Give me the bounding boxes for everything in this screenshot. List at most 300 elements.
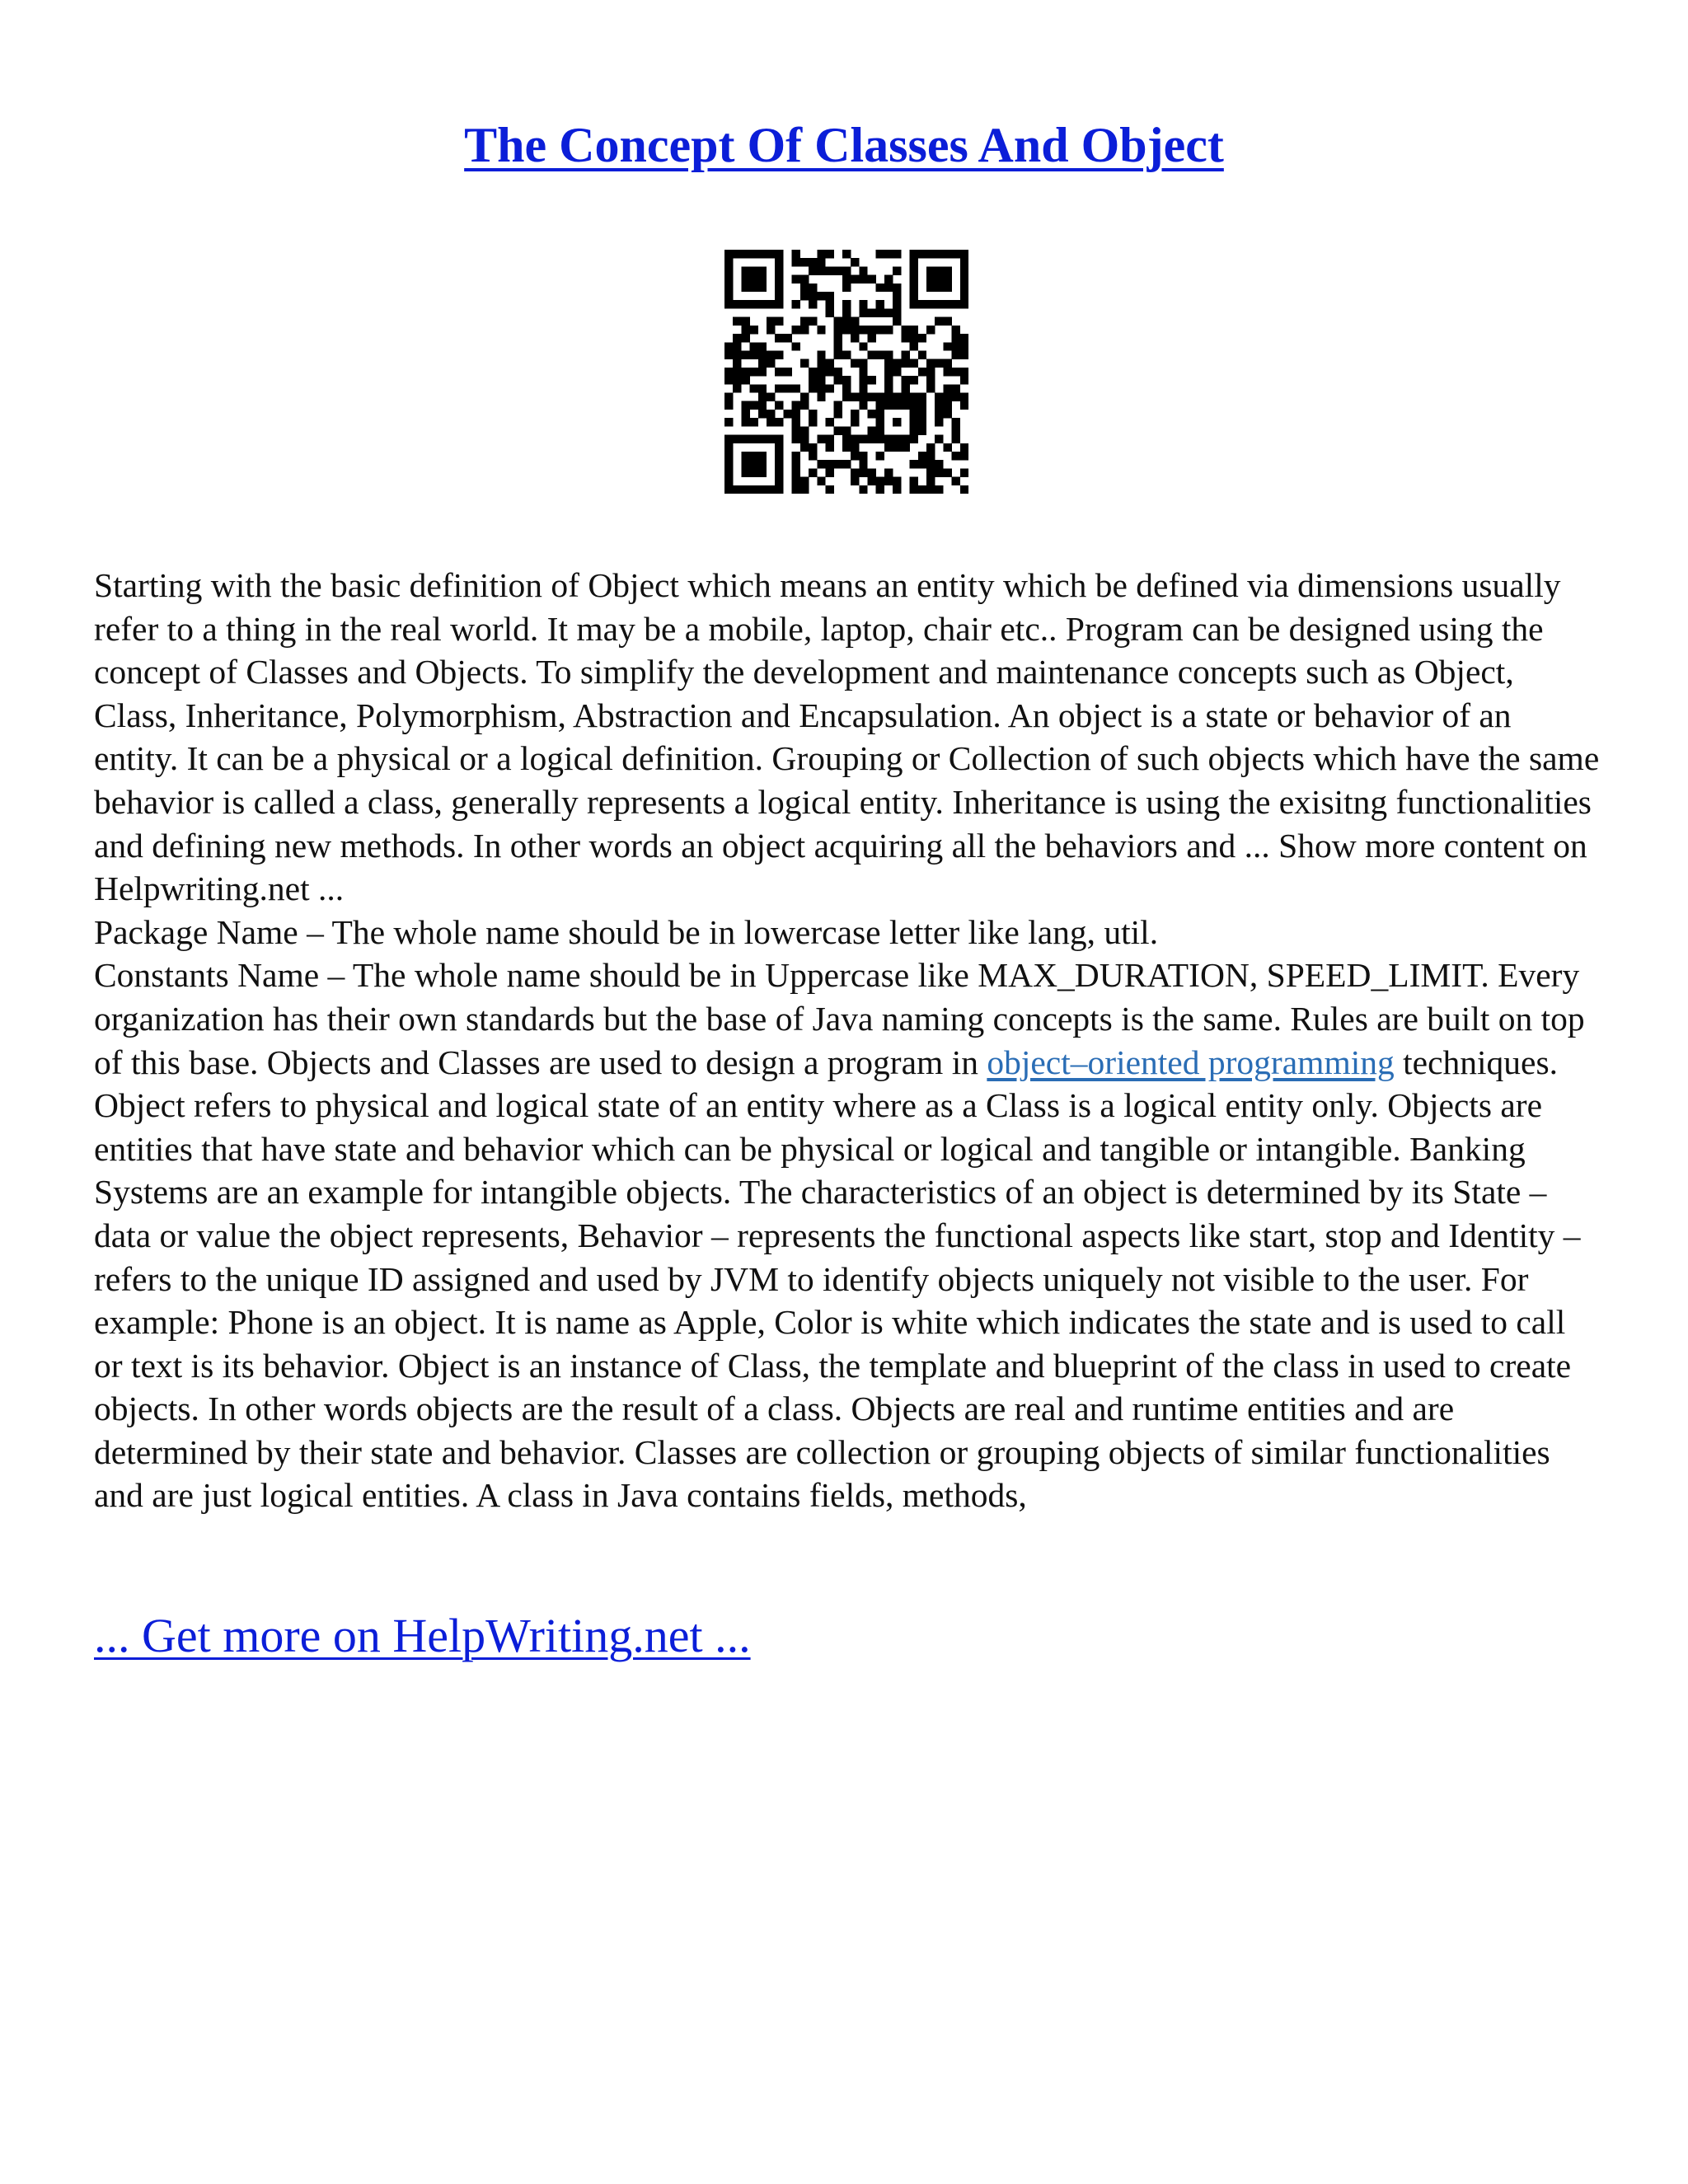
qr-module [859,468,867,476]
qr-module [943,443,951,452]
qr-module [952,368,960,376]
qr-module [817,435,825,443]
qr-module [733,376,741,384]
qr-module [758,460,767,468]
qr-module [750,452,758,460]
qr-module [893,250,901,258]
qr-module [952,250,960,258]
qr-module [943,300,951,308]
paragraph-intro: Starting with the basic definition of Object which means an entity which be defined via dimensions usually refer to a thing in the real world. It may be a mobile, laptop, chair etc.. Program can be designed using the concept of Classes and Objects. To simplify the development and maintenance concepts such as Object, Class, Inheritance, Polymorphism, Abstraction and Encapsulation. An object is a state or behavior of an entity. It can be a physical or a logical definition. Grouping or Collection of such objects which have the same behavior is called a class, generally represents a logical entity. Inheritance is using the exisitng functionalities and defining new methods. In other words an object acquiring all the behaviors and ... Show more content on Helpwriting.net ... [94,566,1600,908]
qr-module [926,468,935,476]
qr-module [842,376,851,384]
qr-module [724,275,733,284]
qr-module [783,410,791,418]
qr-module [960,350,968,359]
qr-module [834,350,842,359]
qr-module [792,485,800,494]
qr-module [943,384,951,392]
qr-module [876,350,884,359]
qr-module [750,284,758,292]
qr-module [809,292,817,300]
qr-module [817,384,825,392]
article-body [94,564,1602,1517]
qr-module [893,292,901,300]
qr-module [893,266,901,274]
qr-module [834,368,842,376]
qr-module [733,384,741,392]
qr-module [733,317,741,326]
qr-module [750,368,758,376]
qr-module [817,350,825,359]
paragraph-constants-name [94,954,1602,1517]
qr-module [910,250,918,258]
qr-module [952,477,960,485]
qr-module [783,384,791,392]
qr-module [750,468,758,476]
qr-module [943,401,951,410]
qr-module [741,368,749,376]
qr-module [876,326,884,334]
qr-module [952,418,960,426]
qr-module [943,368,951,376]
qr-module [859,452,867,460]
qr-module [868,376,876,384]
qr-module [876,284,884,292]
qr-module [901,376,909,384]
qr-module [834,460,842,468]
qr-module [767,326,775,334]
qr-module [868,308,876,316]
qr-module [775,275,783,284]
qr-module [926,384,935,392]
qr-module [792,426,800,434]
qr-module [851,468,859,476]
get-more-link[interactable]: ... Get more on HelpWriting.net ... [94,1609,751,1662]
qr-module [767,393,775,401]
qr-module [783,334,791,342]
qr-module [775,477,783,485]
qr-module [792,384,800,392]
qr-module [868,410,876,418]
qr-module [851,393,859,401]
qr-module [800,326,809,334]
qr-module [758,300,767,308]
qr-module [792,326,800,334]
qr-module [741,266,749,274]
qr-module [825,460,833,468]
qr-module [817,460,825,468]
qr-module [910,485,918,494]
qr-module [935,401,943,410]
qr-module [943,266,951,274]
qr-module [825,384,833,392]
qr-module [758,368,767,376]
qr-module [809,317,817,326]
qr-module [884,308,893,316]
qr-module [859,275,867,284]
qr-module [750,485,758,494]
qr-module [926,326,935,334]
qr-module [842,426,851,434]
qr-module [868,468,876,476]
qr-module [935,410,943,418]
qr-module [842,275,851,284]
qr-module [918,350,926,359]
qr-module [775,300,783,308]
qr-module [910,284,918,292]
qr-module [733,359,741,368]
qr-module [935,359,943,368]
qr-module [825,443,833,452]
qr-module [859,435,867,443]
qr-module [800,485,809,494]
qr-module [884,468,893,476]
qr-module [910,258,918,266]
qr-module [741,485,749,494]
qr-module [910,292,918,300]
qr-module [741,317,749,326]
qr-module [750,435,758,443]
qr-module [859,460,867,468]
qr-module [868,275,876,284]
qr-module [960,468,968,476]
qr-module [910,410,918,418]
qr-module [842,350,851,359]
qr-module [901,384,909,392]
qr-module [775,468,783,476]
qr-module [767,300,775,308]
qr-module [817,292,825,300]
qr-module [952,300,960,308]
qr-module [724,300,733,308]
qr-module [842,266,851,274]
qr-module [943,275,951,284]
qr-module [741,435,749,443]
qr-module [817,266,825,274]
qr-module [935,250,943,258]
qr-module [750,300,758,308]
qr-module [741,275,749,284]
qr-module [876,308,884,316]
qr-module [918,452,926,460]
qr-module [943,317,951,326]
qr-module [935,284,943,292]
qr-module [910,300,918,308]
qr-module [792,401,800,410]
qr-module [876,435,884,443]
qr-module [792,477,800,485]
qr-module [935,266,943,274]
qr-module [809,258,817,266]
qr-module [792,452,800,460]
qr-module [910,326,918,334]
qr-module [918,368,926,376]
qr-module [809,410,817,418]
qr-module [758,384,767,392]
qr-module [884,350,893,359]
qr-module [910,266,918,274]
qr-module [952,435,960,443]
qr-module [825,418,833,426]
qr-module [750,266,758,274]
qr-module [724,485,733,494]
qr-module [926,460,935,468]
qr-module [876,452,884,460]
qr-module [733,435,741,443]
qr-module [901,359,909,368]
qr-module [741,300,749,308]
qr-module [935,435,943,443]
qr-module [859,308,867,316]
qr-module [960,368,968,376]
qr-module [842,443,851,452]
qr-module [935,468,943,476]
qr-module [851,334,859,342]
qr-module [741,468,749,476]
qr-module [893,401,901,410]
qr-module [792,418,800,426]
qr-module [792,300,800,308]
qr-module [893,368,901,376]
qr-module [724,477,733,485]
qr-module [758,284,767,292]
qr-module [758,359,767,368]
qr-module [775,284,783,292]
qr-module [935,460,943,468]
qr-module [842,435,851,443]
qr-module [817,250,825,258]
qr-module [842,317,851,326]
qr-module [943,468,951,476]
qr-module [758,350,767,359]
qr-module [834,426,842,434]
qr-module [851,258,859,266]
qr-module [893,443,901,452]
qr-module [817,326,825,334]
qr-module [775,258,783,266]
qr-module [842,308,851,316]
qr-module [876,418,884,426]
qr-module [775,292,783,300]
qr-module [733,350,741,359]
qr-module [901,334,909,342]
qr-module [775,317,783,326]
qr-module [884,284,893,292]
qr-module [943,410,951,418]
qr-module [943,359,951,368]
qr-module [901,401,909,410]
paragraph-text-after-link: techniques. Object refers to physical and logical state of an entity where as a Class is a logical entity only. Objects are entities that have state and behavior which can be physical or logical and tangible or intangible. Banking Systems are an example for intangible objects. The characteristics of an object is determined by its State – data or value the object represents, Behavior – represents the functional aspects like start, stop and Identity – refers to the unique ID assigned and used by JVM to identify objects uniquely not visible to the user. For example: Phone is an object. It is name as Apple, Color is white which indicates the state and is used to call or text is its behavior. Object is an instance of Class, the template and blueprint of the class in used to create objects. In other words objects are the result of a class. Objects are real and runtime entities and are determined by their state and behavior. Classes are collection or grouping objects of similar functionalities and are just logical entities. A class in Java contains fields, methods, [94,1043,1581,1515]
qr-module [809,368,817,376]
qr-module [952,426,960,434]
qr-module [783,368,791,376]
qr-module [817,359,825,368]
qr-module [825,435,833,443]
qr-module [884,384,893,392]
qr-module [926,300,935,308]
qr-module [724,368,733,376]
qr-module [893,359,901,368]
qr-module [926,284,935,292]
qr-module [868,393,876,401]
paragraph-text-before-link: Constants Name – The whole name should be in Uppercase like MAX_DURATION, SPEED_LIMIT. Every organization has their own standards but the base of Java naming concepts is the same. Rules are built on top of this base. Objects and Classes are used to design a program in [94,956,1585,1081]
qr-module [767,410,775,418]
qr-module [851,435,859,443]
qr-module [876,485,884,494]
qr-module [758,342,767,350]
qr-module [724,342,733,350]
qr-module [859,384,867,392]
qr-module [834,376,842,384]
qr-module [724,266,733,274]
qr-module [893,284,901,292]
qr-module [750,350,758,359]
qr-module [834,401,842,410]
qr-module [758,393,767,401]
qr-module [750,460,758,468]
title-link[interactable]: The Concept Of Classes And Object [464,118,1224,172]
qr-module [741,401,749,410]
qr-module [935,393,943,401]
qr-module [724,468,733,476]
qr-module [926,359,935,368]
qr-module [868,326,876,334]
qr-module [868,435,876,443]
qr-module [893,308,901,316]
qr-module [910,376,918,384]
qr-module [960,300,968,308]
qr-module [825,250,833,258]
qr-module [876,393,884,401]
qr-module [758,401,767,410]
qr-module [733,485,741,494]
get-more-section [94,1607,751,1665]
qr-module [960,485,968,494]
qr-module [876,477,884,485]
qr-module [750,401,758,410]
qr-module [817,477,825,485]
qr-module [809,418,817,426]
qr-module [767,435,775,443]
qr-module [876,426,884,434]
qr-module [800,359,809,368]
qr-module [884,435,893,443]
qr-module [817,258,825,266]
qr-module [851,326,859,334]
qr-module [910,460,918,468]
qr-module [800,393,809,401]
qr-module [775,485,783,494]
qr-code-graphic [724,250,968,494]
qr-module [868,334,876,342]
qr-module [800,284,809,292]
qr-module [910,393,918,401]
qr-module [834,342,842,350]
qr-module [834,334,842,342]
qr-module [918,410,926,418]
qr-module [741,460,749,468]
qr-module [741,250,749,258]
qr-module [868,426,876,434]
qr-module [724,435,733,443]
qr-module [926,485,935,494]
qr-module [733,300,741,308]
qr-module [834,326,842,334]
qr-module [775,384,783,392]
qr-module [960,393,968,401]
qr-module [809,468,817,476]
qr-module [851,317,859,326]
qr-module [868,477,876,485]
qr-module [893,418,901,426]
qr-module [724,393,733,401]
qr-module [952,342,960,350]
oop-inline-link[interactable]: object–oriented programming [987,1043,1395,1081]
qr-module [733,342,741,350]
qr-module [792,410,800,418]
qr-code-icon [724,250,968,494]
qr-module [792,435,800,443]
qr-module [859,376,867,384]
qr-module [817,376,825,384]
qr-module [809,443,817,452]
qr-module [918,485,926,494]
qr-module [943,284,951,292]
qr-module [842,326,851,334]
qr-module [960,443,968,452]
qr-module [800,317,809,326]
qr-module [842,300,851,308]
qr-module [724,376,733,384]
qr-module [724,292,733,300]
qr-module [825,308,833,316]
qr-module [876,250,884,258]
qr-module [741,334,749,342]
qr-module [960,452,968,460]
qr-module [884,250,893,258]
qr-module [935,418,943,426]
qr-module [800,258,809,266]
qr-module [893,300,901,308]
qr-module [792,342,800,350]
qr-module [859,485,867,494]
qr-module [842,250,851,258]
qr-module [767,350,775,359]
qr-module [943,250,951,258]
qr-module [809,452,817,460]
qr-module [910,426,918,434]
qr-module [910,275,918,284]
qr-module [741,376,749,384]
qr-module [918,300,926,308]
qr-module [952,384,960,392]
qr-module [952,334,960,342]
qr-module [733,334,741,342]
qr-module [918,460,926,468]
qr-module [741,410,749,418]
qr-module [901,350,909,359]
qr-module [884,443,893,452]
qr-module [750,384,758,392]
qr-module [724,284,733,292]
qr-module [767,485,775,494]
qr-module [792,468,800,476]
qr-module [775,350,783,359]
qr-module [960,376,968,384]
qr-module [758,435,767,443]
qr-module [809,266,817,274]
qr-module [758,485,767,494]
